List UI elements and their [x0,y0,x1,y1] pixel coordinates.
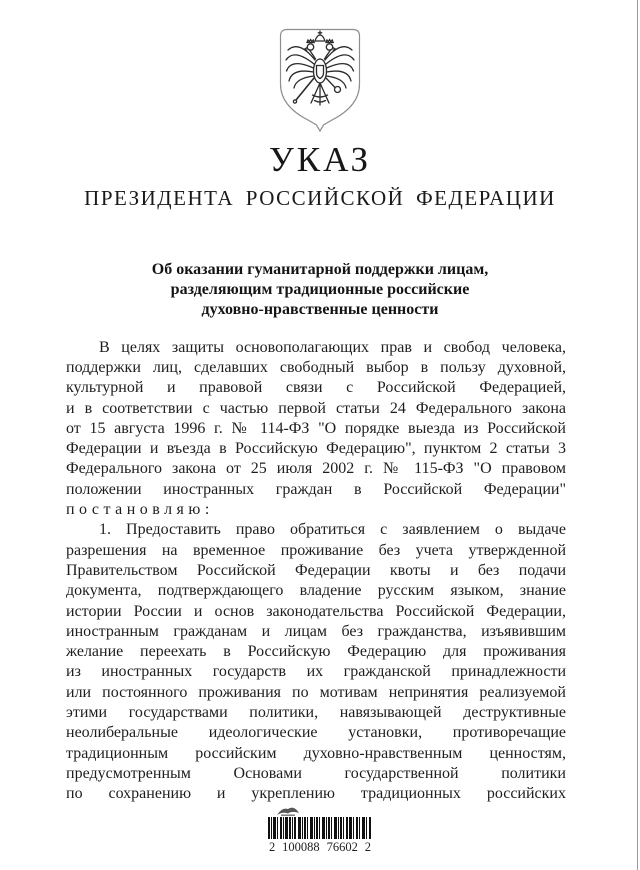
coat-of-arms [0,28,640,135]
subject-heading [0,260,640,320]
subject-heading-line: духовно-нравственные ценности [201,300,439,318]
barcode-digit-group: 76602 [326,840,358,855]
body-line: предусмотренным Основами государственной политики [66,764,566,782]
body-line: от 15 августа 1996 г. № 114-ФЗ "О порядке выезда из Российской [66,419,566,437]
body-line: неолиберальные идеологические установки, противоречащие [66,724,566,742]
body-line: традиционным российским духовно-нравственным ценностям, [66,744,566,762]
body-line: желание переехать в Российскую Федерацию для проживания [66,643,566,661]
decree-body [66,338,566,805]
body-line: разрешения на временное проживание без учета утвержденной [66,541,566,559]
barcode-digit-group: 2 [364,840,371,855]
body-line: Федерации и въезда в Российскую Федерацию", пунктом 2 статьи 3 [66,440,566,458]
body-line: этими государствами политики, навязывающей деструктивные [66,703,566,721]
body-line: по сохранению и укреплению традиционных российских [66,785,566,803]
issuer-title: ПРЕЗИДЕНТА РОССИЙСКОЙ ФЕДЕРАЦИИ [84,185,556,210]
body-line: и в соответствии с частью первой статьи 24 Федерального закона [66,399,566,417]
body-line: положении иностранных граждан в Российской Федерации" [66,480,566,498]
scan-edge-line [637,0,638,870]
body-line: из иностранных государств их гражданской принадлежности [66,663,566,681]
subject-heading-line: разделяющим традиционные российские [170,280,470,298]
body-line: Правительством Российской Федерации квоты и без подачи [66,561,566,579]
body-line: или постоянного проживания по мотивам непринятия реализуемой [66,683,566,701]
body-line: иностранным гражданам и лицам без гражданства, изъявившим [66,622,566,640]
barcode-bars [268,817,372,839]
barcode [0,804,640,855]
body-line: В целях защиты основополагающих прав и свобод человека, [99,338,566,356]
body-line: Федерального закона от 25 июля 2002 г. № 115-ФЗ "О правовом [66,460,566,478]
subject-heading-line: Об оказании гуманитарной поддержки лицам, [151,260,489,278]
barcode-digits [268,840,372,855]
barcode-digit-group: 2 [269,840,276,855]
doc-type-title: УКАЗ [268,140,372,179]
body-line: документа, подтверждающего владение русским языком, знание [66,582,566,600]
small-eagle-mark-icon [276,805,300,817]
decree-word: постановляю: [66,501,214,519]
russian-coat-of-arms-icon [279,28,361,135]
body-line: истории России и основ законодательства Российской Федерации, [66,602,566,620]
body-line: 1. Предоставить право обратиться с заявлением о выдаче [99,521,566,539]
body-line: поддержки лиц, сделавших свободный выбор в пользу духовной, [66,358,566,376]
body-line: культурной и правовой связи с Российской Федерацией, [66,379,566,397]
barcode-digit-group: 100088 [282,840,320,855]
